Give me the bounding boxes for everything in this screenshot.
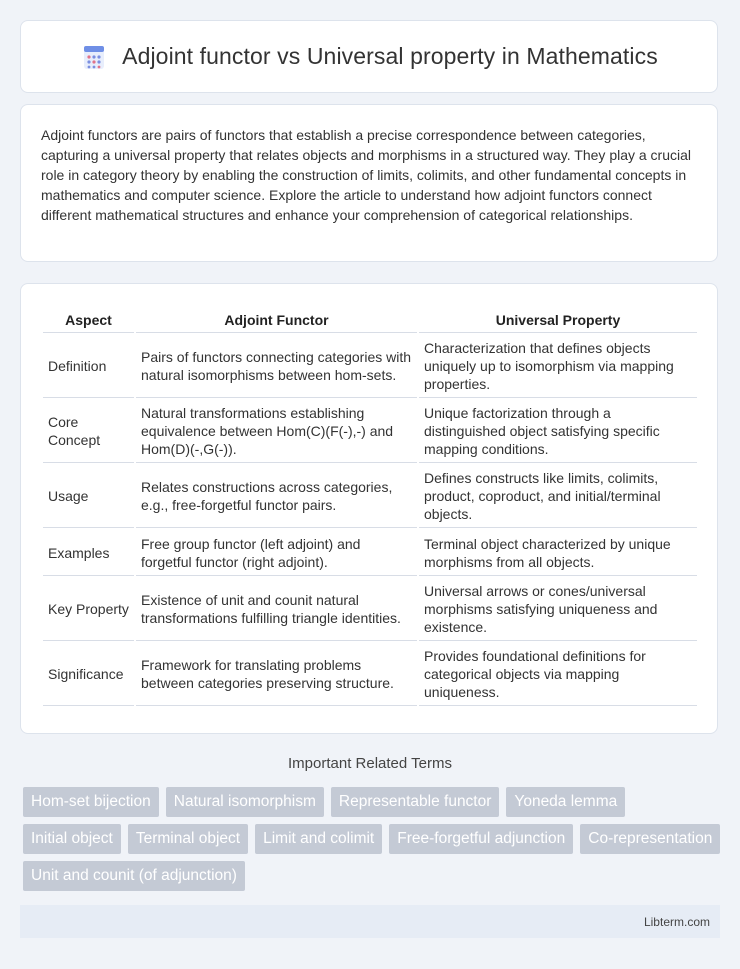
intro-card xyxy=(20,104,718,262)
comparison-table xyxy=(41,304,699,708)
header xyxy=(80,43,658,71)
footer xyxy=(20,905,720,938)
header-card xyxy=(20,20,718,93)
row-adjoint-cell: Free group functor (left adjoint) and forgetful functor (right adjoint). xyxy=(136,530,417,576)
row-adjoint-cell: Pairs of functors connecting categories with natural isomorphisms between hom-sets. xyxy=(136,335,417,398)
row-universal-cell: Provides foundational definitions for categorical objects via mapping uniqueness. xyxy=(419,643,697,706)
row-aspect: Examples xyxy=(43,530,134,576)
table-row xyxy=(43,643,697,706)
document-grid-icon xyxy=(80,43,108,71)
column-header-aspect: Aspect xyxy=(43,306,134,333)
row-aspect: Core Concept xyxy=(43,400,134,463)
row-adjoint-cell: Existence of unit and counit natural transformations fulfilling triangle identities. xyxy=(136,578,417,641)
related-term-tag[interactable]: Representable functor xyxy=(331,787,500,817)
row-universal-cell: Defines constructs like limits, colimits, product, coproduct, and initial/terminal objects. xyxy=(419,465,697,528)
related-term-tag[interactable]: Hom-set bijection xyxy=(23,787,159,817)
related-terms-list xyxy=(23,787,723,891)
footer-brand-link[interactable]: Libterm.com xyxy=(643,914,710,929)
related-term-tag[interactable]: Terminal object xyxy=(128,824,248,854)
table-row xyxy=(43,465,697,528)
row-adjoint-cell: Framework for translating problems between categories preserving structure. xyxy=(136,643,417,706)
related-term-tag[interactable]: Unit and counit (of adjunction) xyxy=(23,861,245,891)
row-adjoint-cell: Natural transformations establishing equivalence between Hom(C)(F(-),-) and Hom(D)(-,G(-)). xyxy=(136,400,417,463)
related-term-tag[interactable]: Free-forgetful adjunction xyxy=(389,824,573,854)
table-header-row xyxy=(43,306,697,333)
column-header-universal-property: Universal Property xyxy=(419,306,697,333)
comparison-card xyxy=(20,283,718,734)
row-universal-cell: Terminal object characterized by unique morphisms from all objects. xyxy=(419,530,697,576)
related-terms-heading: Important Related Terms xyxy=(288,755,452,772)
intro-paragraph: Adjoint functors are pairs of functors that establish a precise correspondence between categories, capturing a universal property that relates objects and morphisms in a structured way. They play a crucial role in category theory by enabling the construction of limits, colimits, and other fundamental concepts in mathematics and computer science. Explore the article to understand how adjoint functors connect different mathematical structures and enhance your comprehension of categorical relationships. xyxy=(41,127,692,223)
table-row xyxy=(43,400,697,463)
column-header-adjoint-functor: Adjoint Functor xyxy=(136,306,417,333)
row-universal-cell: Unique factorization through a distinguished object satisfying specific mapping conditions. xyxy=(419,400,697,463)
row-aspect: Usage xyxy=(43,465,134,528)
related-term-tag[interactable]: Initial object xyxy=(23,824,121,854)
page-title: Adjoint functor vs Universal property in Mathematics xyxy=(122,43,658,69)
related-term-tag[interactable]: Co-representation xyxy=(580,824,720,854)
row-universal-cell: Universal arrows or cones/universal morphisms satisfying uniqueness and existence. xyxy=(419,578,697,641)
table-row xyxy=(43,530,697,576)
related-term-tag[interactable]: Natural isomorphism xyxy=(166,787,324,817)
related-term-tag[interactable]: Limit and colimit xyxy=(255,824,382,854)
row-adjoint-cell: Relates constructions across categories, e.g., free-forgetful functor pairs. xyxy=(136,465,417,528)
related-term-tag[interactable]: Yoneda lemma xyxy=(506,787,625,817)
table-row xyxy=(43,578,697,641)
row-aspect: Definition xyxy=(43,335,134,398)
table-row xyxy=(43,335,697,398)
row-aspect: Key Property xyxy=(43,578,134,641)
row-universal-cell: Characterization that defines objects uniquely up to isomorphism via mapping properties. xyxy=(419,335,697,398)
row-aspect: Significance xyxy=(43,643,134,706)
